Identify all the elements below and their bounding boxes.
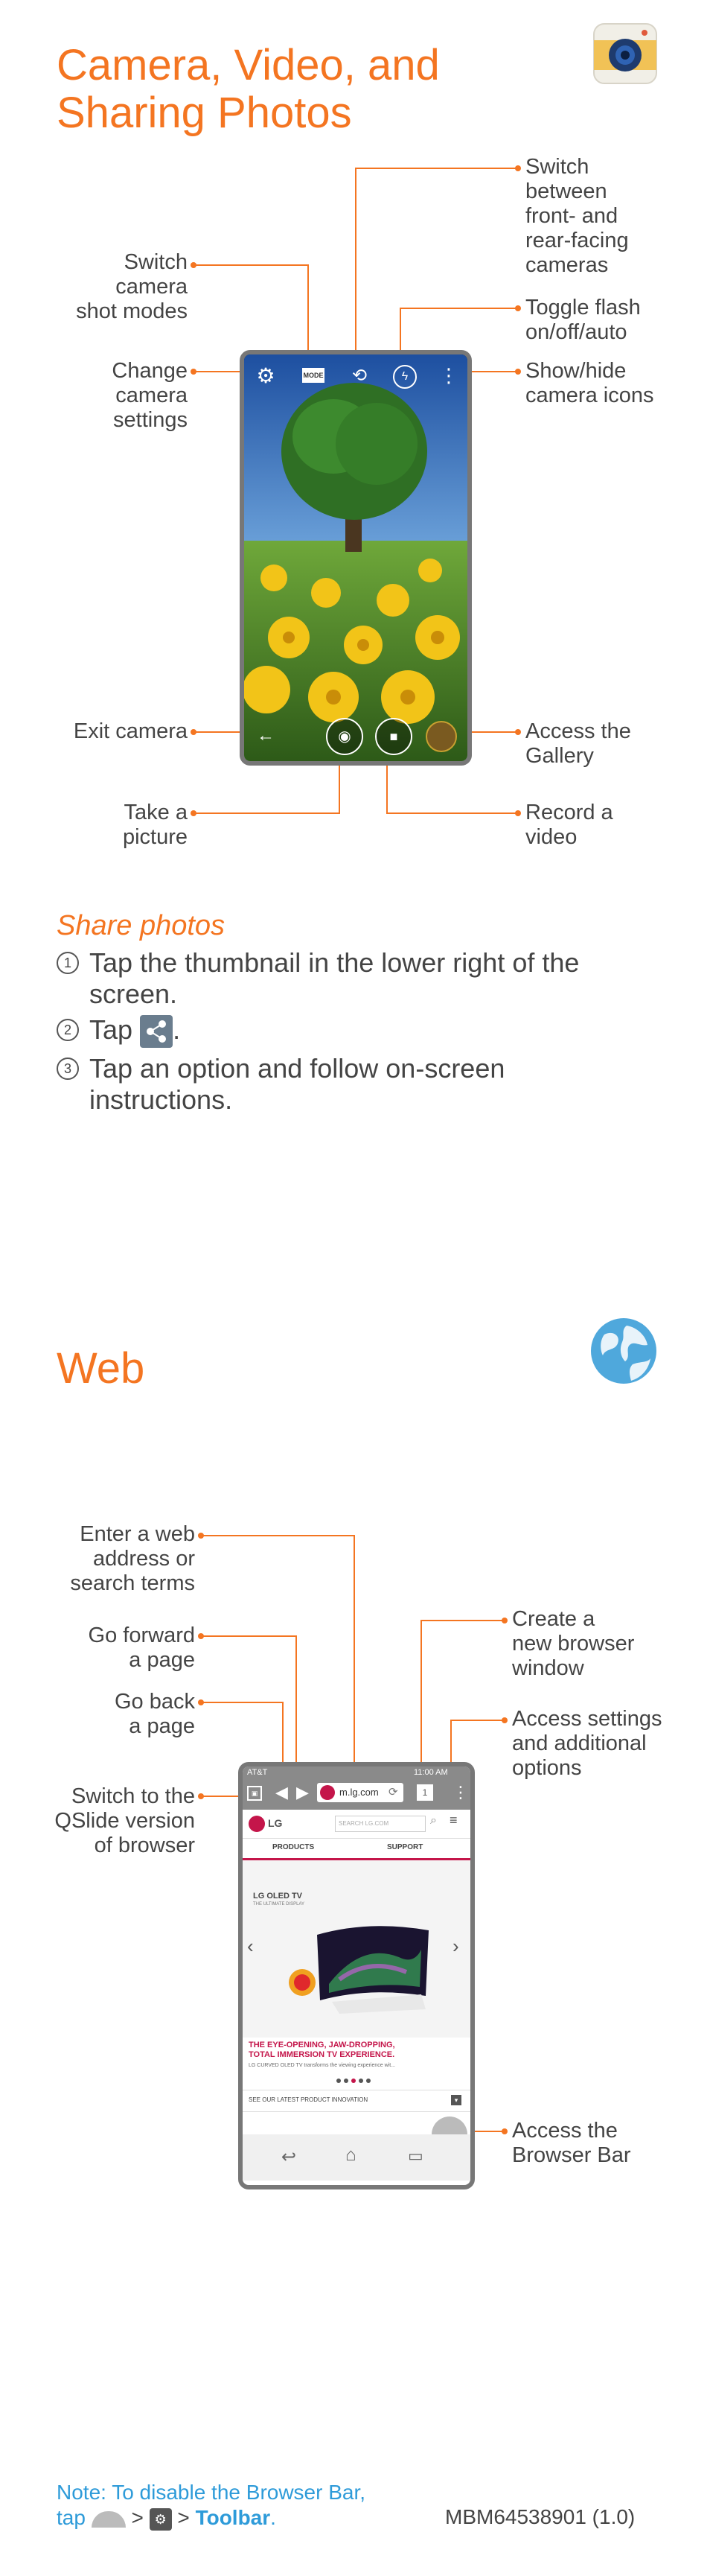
camera-viewfinder-scene <box>244 354 467 761</box>
back-icon[interactable]: ◀ <box>275 1783 288 1801</box>
mode-icon[interactable]: MODE <box>302 368 324 383</box>
share-step-3: 3 Tap an option and follow on-screen instructions. <box>57 1053 622 1116</box>
more-options-icon[interactable]: ⋮ <box>439 364 458 387</box>
url-bar[interactable] <box>317 1783 403 1802</box>
refresh-icon[interactable]: ⟳ <box>388 1786 398 1799</box>
system-nav-bar <box>243 2134 470 2181</box>
product-tagline: THE ULTIMATE DISPLAY <box>253 1902 305 1906</box>
nav-home-icon[interactable]: ⌂ <box>345 2145 356 2165</box>
site-menu-icon[interactable]: ≡ <box>450 1813 458 1828</box>
label-go-back: Go back a page <box>115 1690 195 1738</box>
browser-top-bar <box>243 1766 470 1810</box>
gallery-thumbnail[interactable] <box>426 721 457 752</box>
browser-bar-handle-icon[interactable] <box>432 2117 467 2134</box>
label-take-picture: Take a picture <box>122 801 188 849</box>
share-step-2: 2 Tap . <box>57 1014 622 1048</box>
label-exit-camera: Exit camera <box>73 719 188 743</box>
lg-logo-icon <box>249 1816 265 1832</box>
innovation-row[interactable] <box>243 2090 470 2112</box>
label-change-settings: Change camera settings <box>112 359 188 432</box>
promo-headline: THE EYE-OPENING, JAW-DROPPING, TOTAL IMMERSION TV EXPERIENCE. <box>249 2041 395 2059</box>
back-arrow-icon[interactable]: ← <box>257 725 275 745</box>
record-video-button[interactable]: ■ <box>375 718 412 755</box>
site-search-icon[interactable]: ⌕ <box>430 1814 437 1827</box>
gear-icon[interactable]: ⚙ <box>256 364 275 387</box>
label-go-forward: Go forward a page <box>88 1623 195 1672</box>
product-hero <box>243 1860 470 2038</box>
nav-support[interactable]: SUPPORT <box>387 1843 423 1851</box>
web-title: Web <box>57 1344 145 1393</box>
document-code: MBM64538901 (1.0) <box>445 2505 636 2528</box>
browser-bar-note: Note: To disable the Browser Bar, tap > ⚙ > Toolbar. <box>57 2481 366 2529</box>
oled-tv-image <box>287 1912 436 2017</box>
site-nav <box>243 1839 470 1860</box>
camera-title: Camera, Video, and Sharing Photos <box>57 41 440 137</box>
camera-phone-screen <box>240 350 472 766</box>
label-switch-cameras: Switch between front- and rear-facing cameras <box>525 155 629 277</box>
lg-favicon-icon <box>320 1785 335 1800</box>
flash-icon[interactable]: ϟ <box>393 365 417 389</box>
camera-app-icon <box>592 22 658 85</box>
label-switch-modes: Switch camera shot modes <box>76 250 188 323</box>
carrier-label: AT&T <box>247 1768 268 1777</box>
innovation-text: SEE OUR LATEST PRODUCT INNOVATION <box>249 2096 368 2103</box>
qslide-icon[interactable]: ▣ <box>247 1786 262 1801</box>
carousel-prev-icon[interactable]: ‹ <box>247 1935 254 1957</box>
label-qslide: Switch to the QSlide version of browser <box>54 1784 195 1857</box>
share-icon <box>140 1015 173 1048</box>
site-logo-text: LG <box>268 1817 283 1829</box>
label-new-window: Create a new browser window <box>512 1607 635 1680</box>
settings-gear-icon: ⚙ <box>150 2508 172 2531</box>
carousel-dots[interactable] <box>335 2075 380 2088</box>
url-text: m.lg.com <box>339 1787 379 1798</box>
shutter-button[interactable]: ◉ <box>326 718 363 755</box>
label-toggle-flash: Toggle flash on/off/auto <box>525 296 641 344</box>
tab-count-icon[interactable]: 1 <box>417 1784 433 1801</box>
browser-menu-icon[interactable]: ⋮ <box>452 1783 469 1801</box>
expand-icon[interactable]: ▾ <box>451 2095 461 2105</box>
nav-recents-icon[interactable]: ▭ <box>408 2146 423 2165</box>
status-time: 11:00 AM <box>414 1768 448 1777</box>
browser-bar-icon <box>92 2511 126 2528</box>
carousel-next-icon[interactable]: › <box>452 1935 459 1957</box>
globe-icon <box>588 1315 659 1387</box>
nav-products[interactable]: PRODUCTS <box>272 1843 315 1851</box>
forward-icon[interactable]: ▶ <box>296 1783 309 1801</box>
label-show-hide-icons: Show/hide camera icons <box>525 359 654 407</box>
site-header <box>243 1810 470 1839</box>
site-search-input[interactable]: SEARCH LG.COM <box>335 1816 426 1832</box>
nav-back-icon[interactable]: ↩ <box>281 2147 297 2167</box>
product-title: LG OLED TV <box>253 1892 302 1901</box>
browser-phone-screen <box>238 1762 475 2189</box>
switch-camera-icon[interactable]: ⟲ <box>351 366 368 386</box>
label-record-video: Record a video <box>525 801 613 849</box>
share-photos-heading: Share photos <box>57 910 226 941</box>
label-browser-bar: Access the Browser Bar <box>512 2119 631 2167</box>
label-access-gallery: Access the Gallery <box>525 719 631 768</box>
share-step-1: 1 Tap the thumbnail in the lower right of the screen. <box>57 947 622 1010</box>
label-enter-address: Enter a web address or search terms <box>70 1522 195 1595</box>
promo-body: LG CURVED OLED TV transforms the viewing experience wit... <box>249 2063 395 2068</box>
label-access-settings: Access settings and additional options <box>512 1707 662 1780</box>
